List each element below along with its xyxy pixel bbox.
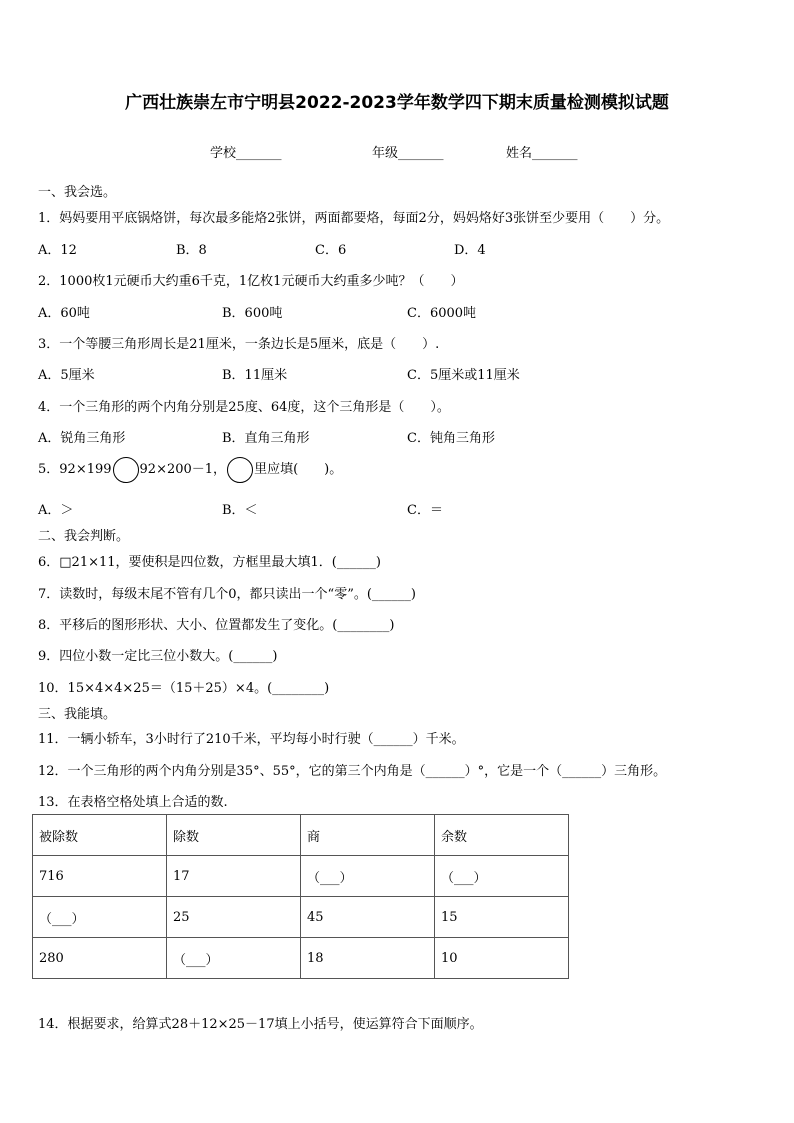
table-cell-blank[interactable]: （___） xyxy=(167,938,301,979)
q3-option-a[interactable]: A．5厘米 xyxy=(38,368,95,383)
question-10: 10．15×4×4×25＝（15＋25）×4。(________) xyxy=(38,681,330,696)
table-cell-blank[interactable]: （___） xyxy=(435,856,569,897)
question-7: 7．读数时，每级末尾不管有几个0，都只读出一个“零”。(______) xyxy=(38,587,416,602)
table-cell: 18 xyxy=(301,938,435,979)
q4-option-a[interactable]: A．锐角三角形 xyxy=(38,431,126,446)
question-13: 13．在表格空格处填上合适的数. xyxy=(38,795,228,810)
q3-option-b[interactable]: B．11厘米 xyxy=(222,368,288,383)
table-cell: 10 xyxy=(435,938,569,979)
table-cell: 280 xyxy=(33,938,167,979)
q5-option-a[interactable]: A．＞ xyxy=(38,503,74,518)
circle-symbol xyxy=(227,457,253,483)
q2-option-c[interactable]: C．6000吨 xyxy=(407,306,477,321)
table-header: 商 xyxy=(301,815,435,856)
table-cell-blank[interactable]: （___） xyxy=(33,897,167,938)
blank-circle[interactable] xyxy=(113,457,139,483)
division-table xyxy=(32,814,569,979)
grade-field[interactable]: 年级_______ xyxy=(372,146,444,161)
section-judge-heading: 二、我会判断。 xyxy=(38,529,130,544)
question-9: 9．四位小数一定比三位小数大。(______) xyxy=(38,649,278,664)
table-cell: 716 xyxy=(33,856,167,897)
question-5 xyxy=(38,456,342,484)
question-2: 2．1000枚1元硬币大约重6千克，1亿枚1元硬币大约重多少吨？（ ） xyxy=(38,274,464,289)
question-11: 11．一辆小轿车，3小时行了210千米，平均每小时行驶（______）千米。 xyxy=(38,732,465,747)
table-header: 余数 xyxy=(435,815,569,856)
q3-option-c[interactable]: C．5厘米或11厘米 xyxy=(407,368,520,383)
question-1: 1．妈妈要用平底锅烙饼，每次最多能烙2张饼，两面都要烙，每面2分，妈妈烙好3张饼至少要用（ ）分。 xyxy=(38,211,670,226)
page-title: 广西壮族崇左市宁明县2022-2023学年数学四下期末质量检测模拟试题 xyxy=(125,93,669,113)
table-cell: 17 xyxy=(167,856,301,897)
table-cell: 15 xyxy=(435,897,569,938)
q1-option-d[interactable]: D．4 xyxy=(454,243,486,258)
table-row xyxy=(33,856,569,897)
q5-text-part1: 5．92×199 xyxy=(38,462,112,477)
q5-text-part2: 92×200－1， xyxy=(139,462,227,477)
question-6: 6．□21×11，要使积是四位数，方框里最大填1．(______) xyxy=(38,555,381,570)
q5-option-b[interactable]: B．＜ xyxy=(222,503,258,518)
section-choice-heading: 一、我会选。 xyxy=(38,185,117,200)
question-12: 12．一个三角形的两个内角分别是35°、55°，它的第三个内角是（______）°，它是一个（______）三角形。 xyxy=(38,764,667,779)
q1-option-c[interactable]: C．6 xyxy=(315,243,347,258)
table-row xyxy=(33,897,569,938)
q5-text-part3: 里应填( )。 xyxy=(254,462,343,477)
table-cell-blank[interactable]: （___） xyxy=(301,856,435,897)
q1-option-a[interactable]: A．12 xyxy=(38,243,77,258)
q2-option-b[interactable]: B．600吨 xyxy=(222,306,283,321)
q2-option-a[interactable]: A．60吨 xyxy=(38,306,90,321)
section-fill-heading: 三、我能填。 xyxy=(38,707,117,722)
name-field[interactable]: 姓名_______ xyxy=(506,146,578,161)
question-3: 3．一个等腰三角形周长是21厘米，一条边长是5厘米，底是（ ）. xyxy=(38,337,440,352)
q4-option-c[interactable]: C．钝角三角形 xyxy=(407,431,495,446)
table-cell: 25 xyxy=(167,897,301,938)
table-cell: 45 xyxy=(301,897,435,938)
question-4: 4．一个三角形的两个内角分别是25度、64度，这个三角形是（ ）。 xyxy=(38,400,450,415)
q4-option-b[interactable]: B．直角三角形 xyxy=(222,431,310,446)
q1-option-b[interactable]: B．8 xyxy=(176,243,207,258)
question-8: 8．平移后的图形形状、大小、位置都发生了变化。(________) xyxy=(38,618,395,633)
q5-option-c[interactable]: C．＝ xyxy=(407,503,443,518)
table-header: 被除数 xyxy=(33,815,167,856)
table-header: 除数 xyxy=(167,815,301,856)
table-header-row xyxy=(33,815,569,856)
school-field[interactable]: 学校_______ xyxy=(210,146,282,161)
table-row xyxy=(33,938,569,979)
question-14: 14．根据要求，给算式28＋12×25－17填上小括号，使运算符合下面顺序。 xyxy=(38,1017,483,1032)
